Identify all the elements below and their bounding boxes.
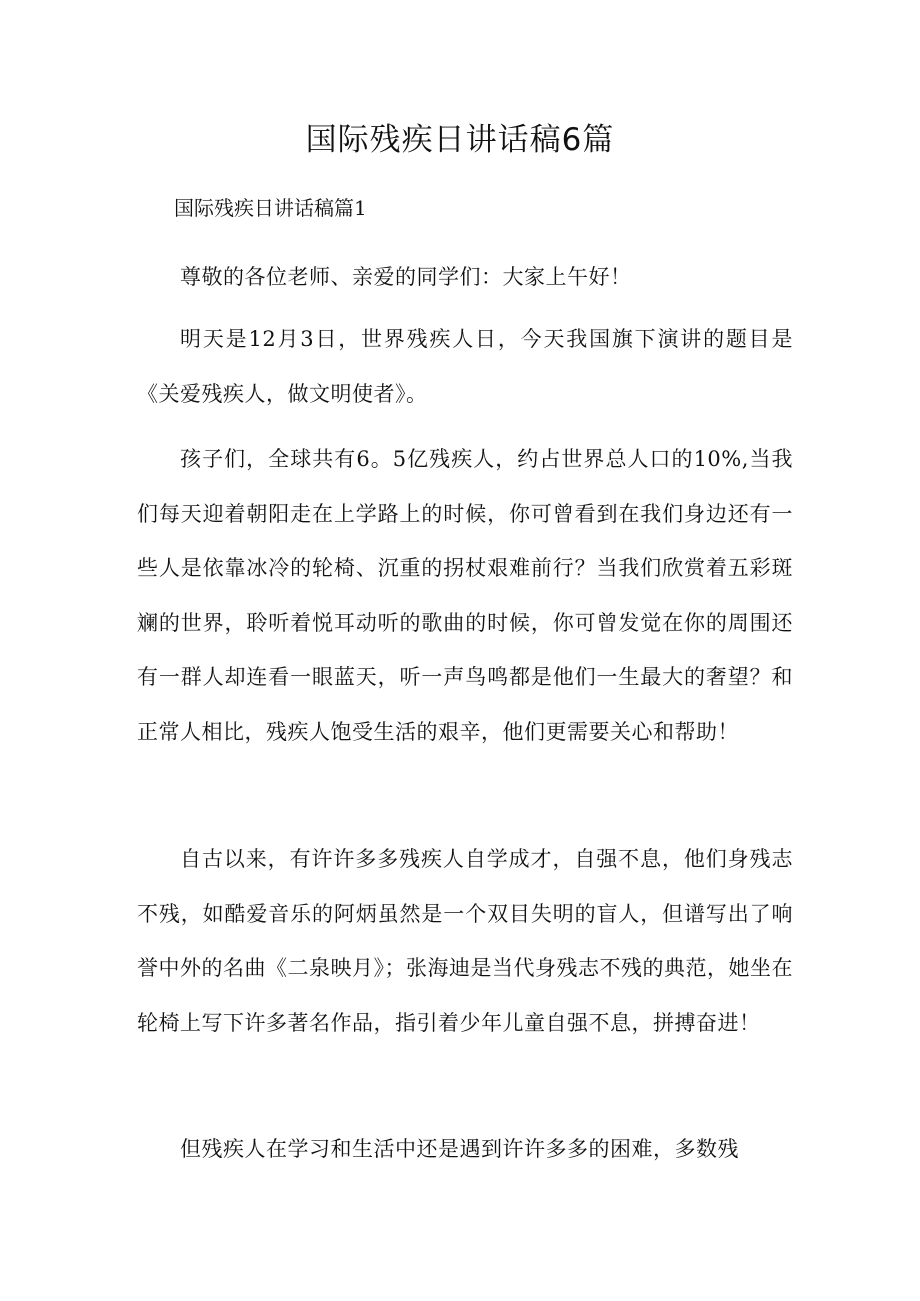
paragraph-examples: 自古以来，有许许多多残疾人自学成才，自强不息，他们身残志不残，如酷爱音乐的阿炳虽然是一个双目失明的盲人，但谱写出了响誉中外的名曲《二泉映月》；张海迪是当代身残志不残的典范，她坐在轮椅上写下许多著名作品，指引着少年儿童自强不息，拼搏奋进！ (137, 847, 793, 1035)
paragraph-difficulties: 但残疾人在学习和生活中还是遇到许许多多的困难，多数残 (180, 1137, 740, 1161)
paragraph-greeting: 尊敬的各位老师、亲爱的同学们：大家上午好！ (180, 265, 632, 289)
document-title: 国际残疾日讲话稿6篇 (305, 122, 615, 158)
section-heading: 国际残疾日讲话稿篇1 (174, 196, 367, 220)
paragraph-topic: 明天是12月3日，世界残疾人日，今天我国旗下演讲的题目是《关爱残疾人，做文明使者》。 (137, 327, 793, 406)
paragraph-statistics: 孩子们，全球共有6。5亿残疾人，约占世界总人口的10%,当我们每天迎着朝阳走在上学路上的时候，你可曾看到在我们身边还有一些人是依靠冰冷的轮椅、沉重的拐杖艰难前行？当我们欣赏着五彩斑斓的世界，聆听着悦耳动听的歌曲的时候，你可曾发觉在你的周围还有一群人却连看一眼蓝天，听一声鸟鸣都是他们一生最大的奢望？和正常人相比，残疾人饱受生活的艰辛，他们更需要关心和帮助！ (137, 447, 793, 744)
